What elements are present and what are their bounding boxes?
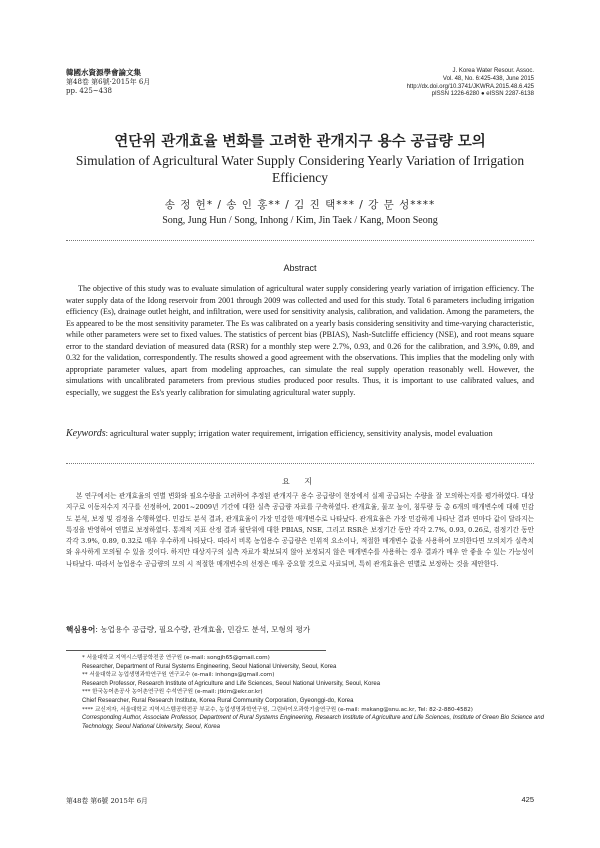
footnote-en: Corresponding Author, Associate Professor, Department of Rural Systems Engineering, Research Institute of Agriculture and Life Sciences, Institute of Green Bio Science and Technology, Seoul National University, Seoul, Korea (82, 715, 544, 730)
footnote-kr: ** 서울대학교 농업생명과학연구원 연구교수 (e-mail: inhongs@gmail.com) (82, 672, 275, 679)
page-number: 425 (521, 795, 534, 804)
abstract-text: The objective of this study was to evaluate simulation of agricultural water supply considering yearly variation of irrigation efficiency. The water supply data of the Idong reservoir from 2001 through 2009 was collected and used for this study. Total 6 parameters including irrigation efficiency (Es), drainage outlet height, and infiltration, were used for sensitivity analysis, calibration, and validation. Among the parameters, the Es appeared to be the most sensitivity parameter. The Es was calibrated on a yearly basis considering sensitivity and time-varying characteristic, while other parameters were set to fixed values. The statistics of percent bias (PBIAS), Nash-Sutcliffe efficiency (NSE), and root means square error to the standard deviation of measured data (RSR) for a monthly step were 2.7%, 0.93, and 0.26 for the calibration, and 3.9%, 0.89, and 0.32 for the validation, correspondently. The results showed a good agreement with the observations. This implies that the modeling only with appropriate parameter values, apart from modeling approaches, can simulate the real supply operation reasonably well. However, the simulations with uncalibrated parameters from previous studies produced poor results. Thus, it is important to use calibrated values, and especially, we suggest the Es's yearly calibration for simulating agricultural water supply. (66, 284, 534, 397)
keywords-kr (66, 624, 534, 635)
doi-link[interactable]: http://dx.doi.org/10.3741/JKWRA.2015.48.6.425 (406, 83, 534, 90)
issn: pISSN 1226-6280 ● eISSN 2287-6138 (431, 91, 534, 98)
keywords (66, 428, 534, 440)
divider (66, 240, 534, 241)
footnote-en: Researcher, Department of Rural Systems Engineering, Seoul National University, Seoul, Korea (82, 663, 337, 670)
footnotes (66, 654, 544, 731)
volume-info-kr: 第48卷 第6號·2015年 6月 (66, 77, 151, 86)
footnote-en: Research Professor, Research Institute of Agriculture and Life Sciences, Seoul National University, Seoul, Korea (82, 680, 381, 687)
journal-header-right (407, 68, 534, 99)
divider (66, 463, 534, 464)
journal-name-en: J. Korea Water Resour. Assoc. (452, 68, 534, 74)
paper-title-kr: 연단위 관개효율 변화를 고려한 관개지구 용수 공급량 모의 (114, 134, 486, 150)
keywords-kr-label: 핵심용어 (66, 625, 96, 634)
keywords-text: : agricultural water supply; irrigation water requirement, irrigation efficiency, sensitivity analysis, model evaluation (105, 429, 493, 438)
yoji-text: 본 연구에서는 관개효율의 연별 변화와 필요수량을 고려하여 추정된 관개지구 용수 공급량이 현장에서 실제 공급되는 수량을 잘 모의하는지를 평가하였다. 대상지구로 이동저수지 지구를 선정하여, 2001~2009년 기간에 대한 실측 공급량 자료를 구축하였다. 관개효율, 물꼬 높이, 침투량 등 총 6개의 매개변수에 대해 민감도 분석, 보정 및 검정을 수행하였다. 민감도 분석 결과, 관개효율이 가장 민감한 매개변수로 나타났다. 관개효율은 가장 민감하게 나타난 결과 연마다 값이 달라지는 특징을 반영하여 연별로 보정하였다. 통계적 지표 산정 결과 월단위에 대한 PBIAS, NSE, 그리고 RSR은 보정기간 동안 각각 2.7%, 0.93, 0.26로, 검정기간 동안 각각 3.9%, 0.89, 0.32로 매우 우수하게 나타났다. 따라서 비록 농업용수 공급량은 인위적 요소이나, 적절한 매개변수 값을 사용하여 모의한다면 모의치가 실측치와 유사하게 모의될 수 있을 것이다. 하지만 대상지구의 실측 자료가 확보되지 않아 보정되지 않은 매개변수를 사용하는 경우 결과가 매우 안 좋을 수 있는 가능성이 나타났다. 따라서 농업용수 공급량의 모의 시 적절한 매개변수의 선정은 매우 중요할 것으로 사료되며, 특히 관개효율은 연별로 보정하는 것을 제안한다. (66, 492, 534, 568)
authors-en: Song, Jung Hun / Song, Inhong / Kim, Jin Taek / Kang, Moon Seong (162, 215, 438, 226)
page-range: pp. 425~438 (66, 87, 112, 95)
keywords-label: Keywords (66, 428, 106, 439)
keywords-kr-text: : 농업용수 공급량, 필요수량, 관개효율, 민감도 분석, 모형의 평가 (95, 625, 311, 634)
footnote-kr: **** 교신저자, 서울대학교 지역시스템공학전공 부교수, 농업생명과학연구원, 그린바이오과학기술연구원 (e-mail: mskang@snu.ac.kr, Tel: 82-2-880-4582) (82, 706, 473, 713)
volume-info-en: Vol. 48, No. 6:425-438, June 2015 (442, 75, 534, 82)
footnote-kr: * 서울대학교 지역시스템공학전공 연구원 (e-mail: songjh65@gmail.com) (82, 655, 270, 661)
paper-title-en: Simulation of Agricultural Water Supply Considering Yearly Variation of Irrigation Efficiency (75, 153, 525, 185)
journal-header-left (66, 68, 150, 97)
footnote-kr: *** 한국농어촌공사 농어촌연구원 수석연구원 (e-mail: jtkim@ekr.or.kr) (82, 689, 263, 696)
footnote-en: Chief Researcher, Rural Research Institute, Korea Rural Community Corporation, Gyeonggi-do, Korea (82, 697, 354, 704)
journal-name-kr: 韓國水資源學會論文集 (66, 68, 141, 77)
authors-kr: 송 정 헌* / 송 인 홍** / 김 진 택*** / 강 문 성**** (164, 199, 436, 211)
yoji-heading: 요 지 (282, 477, 318, 486)
abstract-heading: Abstract (283, 263, 317, 273)
footer-volume: 第48卷 第6號 2015年 6月 (66, 797, 148, 805)
footnote-divider (66, 650, 326, 651)
